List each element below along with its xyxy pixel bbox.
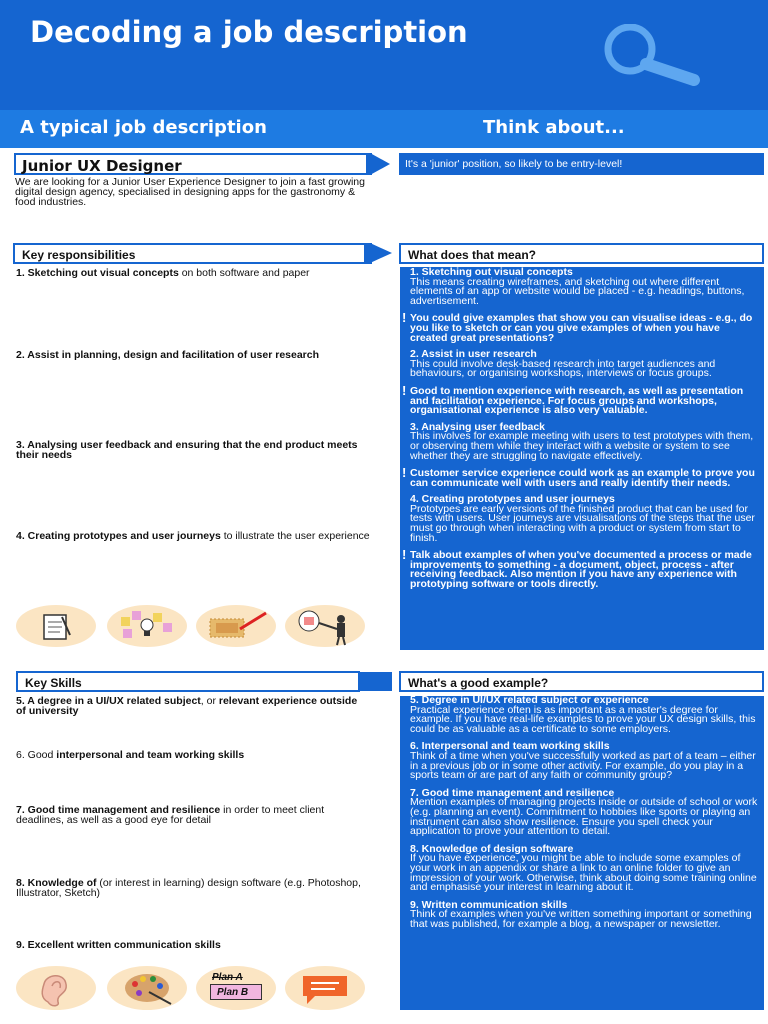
list-item: 3. Analysing user feedback and ensuring that the end product meets their needs: [16, 439, 358, 461]
example-6: 6. Interpersonal and team working skills Think of a time when you've successfully worked as part of a team – either in a previous job or in some other activity. For example, do you play in a sports team or are part of any faith or community group?: [410, 740, 756, 782]
page-title: Decoding a job description: [30, 15, 468, 49]
example-5: 5. Degree in UI/UX related subject or experience Practical experience often is as important as a master's degree for example. If you have real-life examples to prove your UX design skills, this could be as valuable as a certificate to some employers.: [410, 694, 756, 735]
tab-connector: [364, 243, 372, 264]
explanation-3: 3. Analysing user feedback This involves for example meeting with users to test prototypes with them, or observing them while they interact with a website or system to see whether they are struggling to navigate effectively.: [410, 420, 754, 462]
list-item: 4. Creating prototypes and user journeys to illustrate the user experience: [16, 530, 370, 542]
magnifier-icon: [600, 24, 704, 91]
exclamation-icon: !: [402, 310, 407, 326]
skill-text-part: relevant experience outside of university: [16, 695, 358, 717]
tip-4: ! Talk about examples of when you've documented a process or made improvements to something - a document, object, process - after receiving feedback. Also mention if you have any experience with prototyping software or tools directly.: [402, 547, 752, 591]
tip-1: ! You could give examples that show you can visualise ideas - e.g., do you like to sketch or can you give examples of when you have created great presentations?: [402, 310, 753, 344]
ear-illustration: [16, 966, 96, 1010]
job-note: It's a 'junior' position, so likely to be entry-level!: [399, 153, 764, 175]
skills-heading: Key Skills: [16, 671, 360, 692]
example-8: 8. Knowledge of design software If you have experience, you might be able to include some examples of your work in an appendix or share a link to an online folder to give an impression of your work. Otherwise, think about doing some training online and emphasise your interest in learning about it.: [410, 842, 757, 894]
explanation-2: 2. Assist in user research This could involve desk-based research into target audiences and behaviours, or organising workshops, interviews or focus groups.: [410, 348, 716, 380]
exclamation-icon: !: [402, 547, 407, 563]
skill-text-part: 6. Good: [16, 749, 57, 761]
skill-text-part: 9. Excellent written communication skills: [16, 939, 221, 951]
responsibilities-heading: Key responsibilities: [13, 243, 369, 264]
list-item: [16, 878, 366, 898]
palette-illustration: [107, 966, 187, 1010]
job-intro: We are looking for a Junior User Experience Designer to join a fast growing digital design agency, specialised in designing apps for the gastronomy & food industries.: [15, 176, 365, 208]
list-item: 2. Assist in planning, design and facilitation of user research: [16, 349, 320, 361]
presenter-illustration: [285, 605, 365, 647]
meaning-panel: [400, 267, 764, 650]
plan-notes-illustration: [196, 966, 276, 1010]
list-item: [16, 696, 366, 716]
example-9: 9. Written communication skills Think of examples when you've written something important or something that was published, for example a blog, a newspaper or newsletter.: [410, 898, 752, 930]
plan-b-label: Plan B: [210, 984, 262, 1000]
sticky-notes-illustration: [107, 605, 187, 647]
section-subheader: [0, 110, 768, 148]
skill-text-part: 7. Good time management and resilience: [16, 804, 221, 816]
example-7: 7. Good time management and resilience Mention examples of managing projects inside or outside of school or work (e.g. planning an event). Commitment to hobbies like sports or playing an instrument can also show resilience. Ensure you spell check your application to prove your attention to detail.: [410, 786, 758, 838]
arrow-icon: [370, 243, 392, 263]
subheader-left: A typical job description: [20, 117, 267, 138]
meaning-heading: What does that mean?: [399, 243, 764, 264]
example-heading: What's a good example?: [399, 671, 764, 692]
skill-text-part: , or: [200, 695, 219, 707]
list-item: [16, 805, 366, 825]
list-item: [16, 940, 366, 950]
clipboard-illustration: [16, 605, 96, 647]
explanation-1: 1. Sketching out visual concepts This means creating wireframes, and sketching out where different elements of an app or website would be placed - e.g. headings, buttons, advertisement.: [410, 266, 745, 307]
list-item: [16, 750, 366, 760]
job-title: Junior UX Designer: [14, 153, 370, 175]
page-header: [0, 0, 768, 110]
tab-connector: [360, 672, 392, 691]
tip-2: ! Good to mention experience with research, as well as presentation and facilitation experience. For focus groups and workshops, organisational experience is also very valuable.: [402, 382, 744, 417]
skill-text-part: interpersonal and team working skills: [56, 749, 245, 761]
stamp-illustration: [196, 605, 276, 647]
list-item: 1. Sketching out visual concepts on both software and paper: [16, 267, 310, 279]
explanation-4: 4. Creating prototypes and user journeys Prototypes are early versions of the finished product that can be used for tests with users. User journeys are visualisations of the steps that the user must go through when interacting with a product or system from start to finish.: [410, 493, 755, 544]
example-panel: [400, 696, 764, 1010]
arrow-icon: [370, 153, 390, 175]
skill-text-part: 5. A degree in a UI/UX related subject: [16, 695, 201, 707]
tip-3: ! Customer service experience could work as an example to prove you can communicate well with users and really identify their needs.: [402, 465, 755, 489]
skill-text-part: in order to meet client deadlines, as well as a good eye for detail: [16, 804, 325, 826]
tab-connector: [366, 153, 372, 175]
exclamation-icon: !: [402, 382, 407, 398]
exclamation-icon: !: [402, 465, 407, 481]
subheader-right: Think about...: [483, 117, 625, 138]
skill-text-part: (or interest in learning) design software (e.g. Photoshop, Illustrator, Sketch): [16, 877, 361, 899]
skill-text-part: 8. Knowledge of: [16, 877, 97, 889]
plan-a-label: Plan A: [212, 972, 243, 983]
speech-bubble-illustration: [285, 966, 365, 1010]
